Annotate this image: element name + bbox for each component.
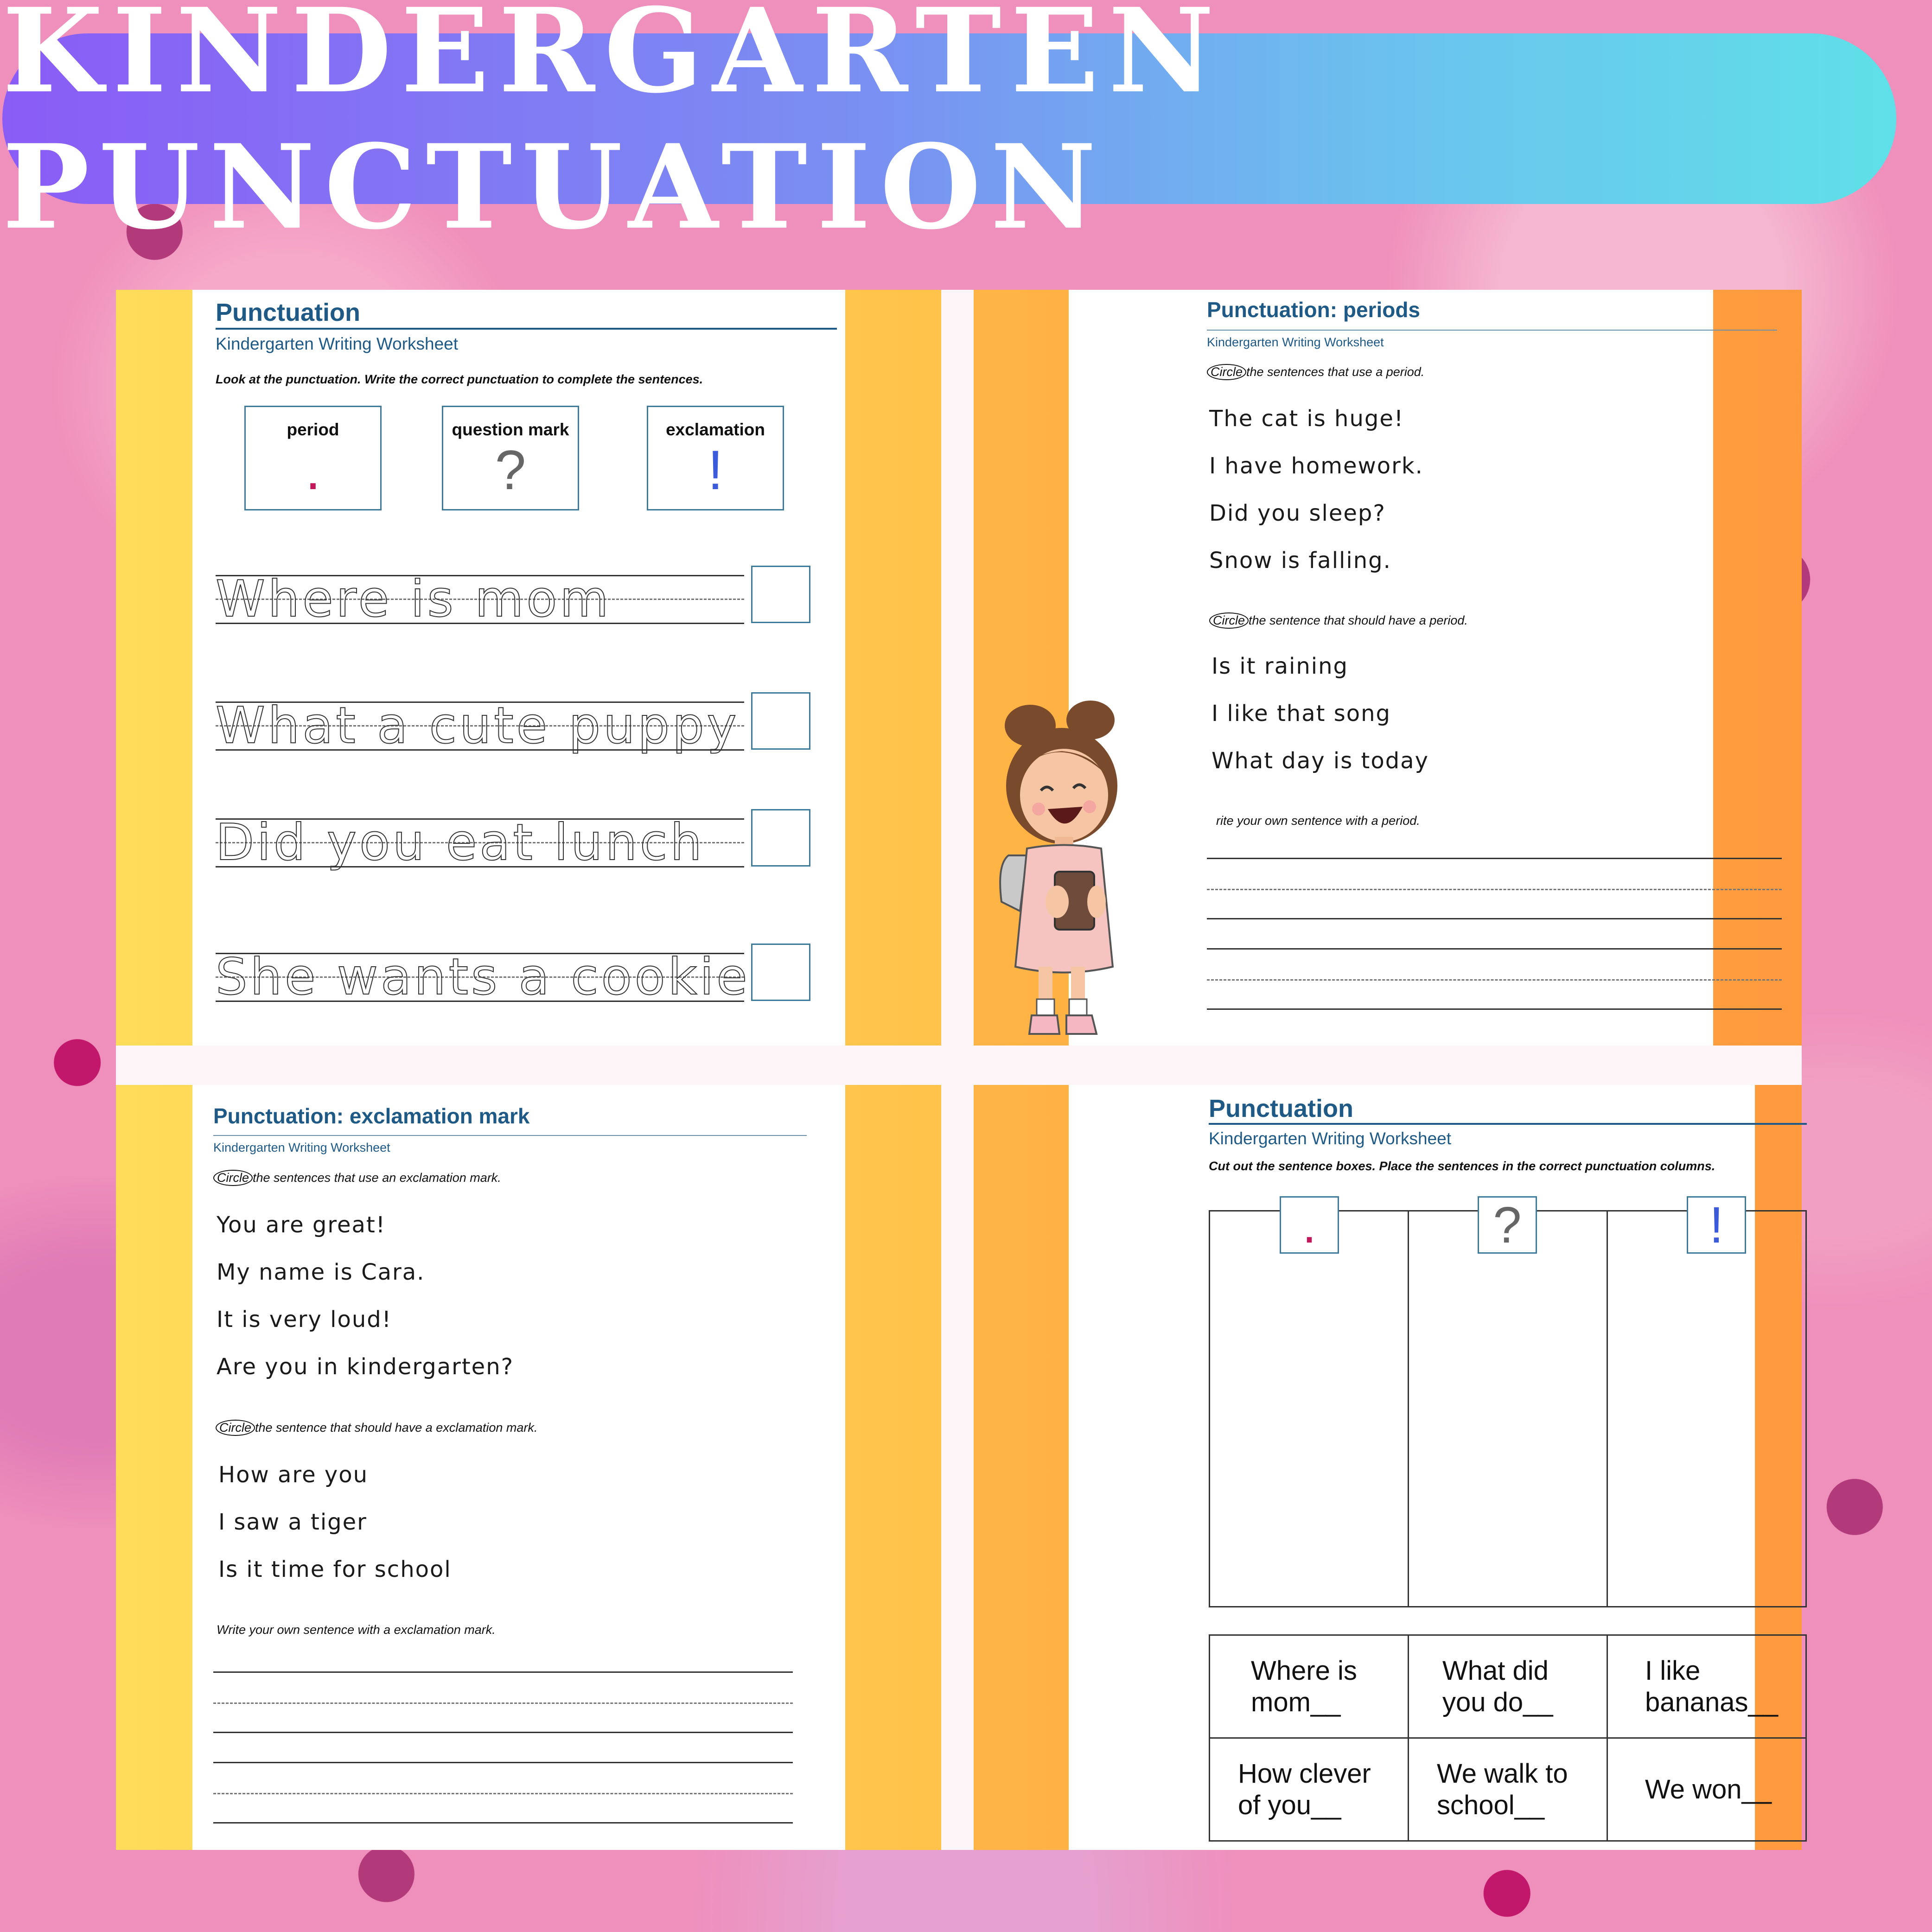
worksheet-board — [116, 290, 1802, 1850]
sentence[interactable]: My name is Cara. — [217, 1259, 425, 1285]
period-mark: . — [305, 439, 321, 501]
sentence[interactable]: It is very loud! — [217, 1307, 392, 1333]
question-column[interactable] — [1408, 1210, 1608, 1607]
sentence-card[interactable]: I like bananas__ — [1607, 1634, 1807, 1739]
tracing-line: She wants a cookie — [216, 948, 750, 1006]
exclamation-box: exclamation ! — [647, 406, 784, 510]
answer-box[interactable] — [751, 692, 810, 750]
sentence[interactable]: Snow is falling. — [1209, 548, 1391, 574]
title-banner — [2, 0, 1896, 255]
period-box: period . — [244, 406, 382, 510]
sentence[interactable]: The cat is huge! — [1209, 406, 1404, 432]
instruction: Cut out the sentence boxes. Place the sentences in the correct punctuation columns. — [1209, 1159, 1715, 1173]
writing-line — [213, 1702, 793, 1704]
hand-left — [1046, 886, 1069, 918]
sentence-card[interactable]: How clever of you__ — [1209, 1737, 1409, 1842]
sentence[interactable]: I like that song — [1211, 701, 1391, 727]
sentence[interactable]: What day is today — [1211, 748, 1429, 774]
sheet-title: Punctuation: exclamation mark — [213, 1104, 530, 1128]
shoe-left — [1029, 1015, 1059, 1034]
tracing-line: What a cute puppy — [216, 701, 744, 751]
hand-right — [1087, 886, 1106, 918]
worksheet-exclamation — [192, 1085, 845, 1850]
question-tag: ? — [1478, 1196, 1537, 1254]
sentence[interactable]: I have homework. — [1209, 453, 1423, 479]
instruction: Look at the punctuation. Write the correct punctuation to complete the sentences. — [216, 372, 703, 386]
sentence[interactable]: Did you sleep? — [1209, 500, 1386, 526]
sheet-subtitle: Kindergarten Writing Worksheet — [1209, 1129, 1452, 1148]
instruction: Circle the sentence that should have a exclamation mark. — [216, 1420, 537, 1436]
answer-box[interactable] — [751, 566, 810, 623]
sentence[interactable]: Is it time for school — [218, 1556, 452, 1582]
writing-line — [1207, 918, 1782, 919]
sentence[interactable]: You are great! — [217, 1212, 386, 1238]
exclamation-tag: ! — [1687, 1196, 1746, 1254]
worksheet-periods — [1069, 290, 1713, 1046]
writing-line — [213, 1793, 793, 1794]
sheet-title: Punctuation — [1209, 1095, 1353, 1122]
writing-line — [1207, 979, 1782, 981]
exclamation-mark: ! — [708, 439, 723, 501]
sentence-card[interactable]: Where is mom__ — [1209, 1634, 1409, 1739]
answer-box[interactable] — [751, 944, 810, 1001]
girl-illustration — [988, 707, 1154, 1046]
exclamation-column[interactable] — [1607, 1210, 1807, 1607]
instruction: Circle the sentence that should have a period. — [1209, 612, 1468, 629]
sentence[interactable]: I saw a tiger — [218, 1509, 367, 1535]
writing-line — [1207, 858, 1782, 859]
sentence[interactable]: Are you in kindergarten? — [217, 1354, 514, 1380]
instruction: Write your own sentence with a exclamation mark. — [217, 1623, 496, 1637]
sheet-title: Punctuation: periods — [1207, 298, 1420, 322]
sheet-subtitle: Kindergarten Writing Worksheet — [213, 1141, 390, 1154]
sentence-card[interactable]: We walk to school__ — [1408, 1737, 1608, 1842]
writing-line — [213, 1671, 793, 1673]
tracing-line: Did you eat lunch — [216, 818, 744, 867]
writing-line — [213, 1762, 793, 1763]
writing-line — [1207, 948, 1782, 950]
banner-title: KINDERGARTEN PUNCTUATION — [2, 0, 1224, 255]
question-mark: ? — [495, 439, 526, 501]
instruction: rite your own sentence with a period. — [1216, 814, 1420, 828]
sentence[interactable]: How are you — [218, 1462, 369, 1488]
period-tag: . — [1280, 1196, 1339, 1254]
question-mark-box: question mark ? — [442, 406, 579, 510]
worksheet-cut-and-sort — [1069, 1085, 1779, 1850]
answer-box[interactable] — [751, 809, 810, 867]
writing-line — [1207, 889, 1782, 890]
cheek-left — [1032, 803, 1045, 816]
shoe-right — [1066, 1015, 1097, 1034]
sentence-card[interactable]: What did you do__ — [1408, 1634, 1608, 1739]
sentence-card[interactable]: We won__ — [1607, 1737, 1807, 1842]
writing-line — [213, 1732, 793, 1733]
writing-line — [1207, 1008, 1782, 1010]
sheet-subtitle: Kindergarten Writing Worksheet — [216, 334, 459, 353]
writing-line — [213, 1822, 793, 1824]
sheet-title: Punctuation — [216, 299, 360, 326]
instruction: Circle the sentences that use an exclamation mark. — [213, 1170, 501, 1186]
worksheet-fill-in-punctuation — [192, 290, 845, 1046]
period-column[interactable] — [1209, 1210, 1409, 1607]
tracing-line: Where is mom — [216, 575, 744, 624]
cheek-right — [1083, 800, 1096, 813]
instruction: Circle the sentences that use a period. — [1207, 364, 1424, 380]
sentence[interactable]: Is it raining — [1211, 653, 1348, 679]
sheet-subtitle: Kindergarten Writing Worksheet — [1207, 335, 1384, 349]
face — [1020, 749, 1108, 842]
